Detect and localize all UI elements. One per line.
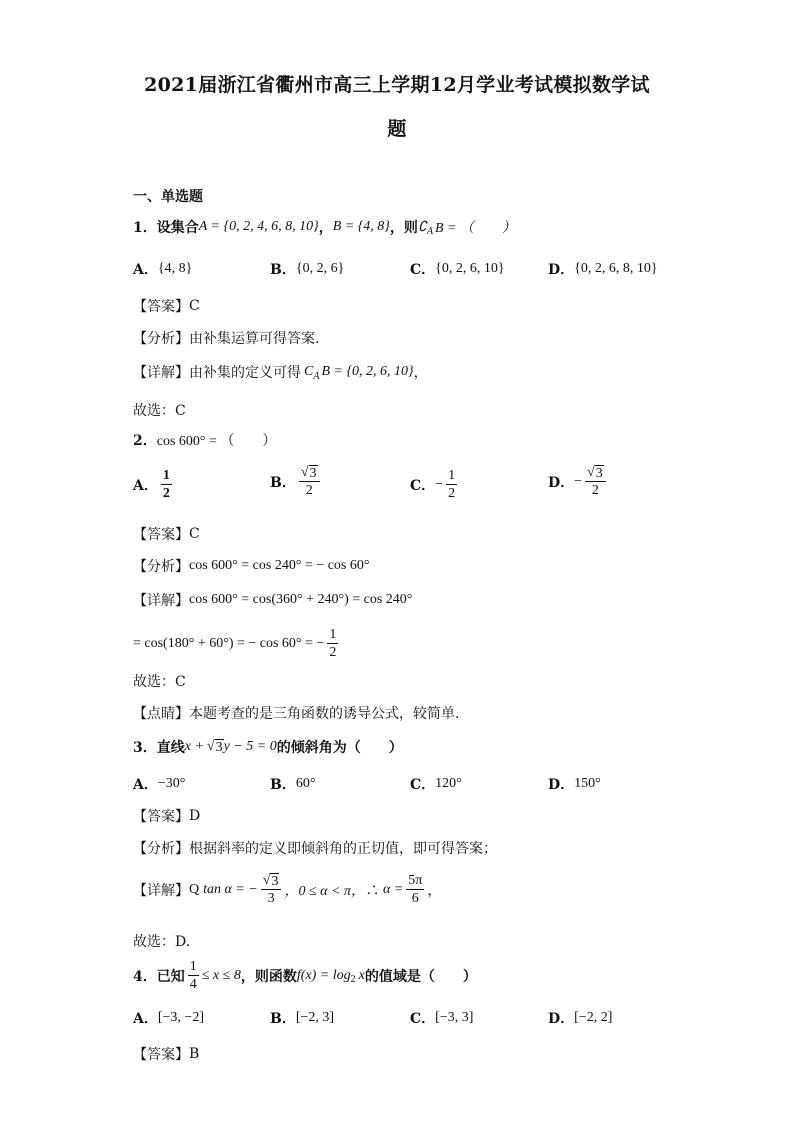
detail-text: 由补集的定义可得	[189, 365, 301, 381]
fraction	[299, 465, 320, 499]
option-label: C．	[410, 477, 436, 494]
q1-stem-text: 1．设集合	[133, 220, 199, 236]
option-label: C．	[410, 777, 436, 793]
q2-answer	[133, 524, 200, 544]
q3-stem-question: 的倾斜角为（ ）	[276, 740, 403, 756]
option-label: B．	[270, 475, 296, 491]
q1-conclusion: 故选：C	[133, 403, 186, 419]
sqrt-icon: √	[300, 465, 309, 480]
q2-detail	[133, 590, 412, 610]
q4-option-d	[548, 1008, 612, 1028]
answer-value: D	[189, 808, 201, 824]
option-value: [−3, 3]	[435, 1010, 474, 1025]
q3-option-b	[270, 774, 315, 794]
q3-option-a	[133, 774, 185, 794]
q4-function-arg: x	[358, 967, 365, 983]
numerator: 1	[329, 627, 337, 642]
denominator: 2	[305, 483, 313, 498]
q1-option-c	[410, 259, 505, 279]
q4-stem-question: 的值域是（ ）	[364, 968, 477, 985]
q1-answer	[133, 296, 200, 316]
q3-x-term: x +	[184, 739, 204, 754]
q2-option-a	[133, 467, 175, 502]
numerator: 1	[189, 959, 197, 974]
denominator: 2	[329, 645, 337, 660]
q4-option-c	[410, 1008, 473, 1028]
option-label: A．	[133, 262, 158, 278]
numerator	[299, 465, 320, 482]
comment-text: 本题考查的是三角函数的诱导公式，较简单.	[189, 706, 460, 722]
option-label: C．	[410, 1011, 436, 1027]
radicand: 3	[309, 466, 317, 481]
option-label: B．	[270, 262, 296, 278]
analysis-text: cos 600° = cos 240° = − cos 60°	[189, 558, 370, 573]
q1-complement-sub: A	[426, 225, 433, 237]
fraction	[188, 958, 199, 993]
q2-option-c	[410, 467, 460, 502]
option-value: 150°	[574, 776, 601, 791]
option-value: [−3, −2]	[157, 1010, 204, 1025]
q3-conclusion: 故选：D.	[133, 934, 191, 950]
fraction	[446, 467, 457, 502]
q3-answer	[133, 806, 200, 826]
option-value: −30°	[157, 776, 186, 791]
q2-option-b	[270, 465, 323, 499]
q1-comma: ，	[318, 220, 333, 236]
detail-text: = cos(180° + 60°) = − cos 60° = −	[133, 635, 325, 651]
detail-set: B = {0, 2, 6, 10}	[321, 364, 414, 379]
option-value: {4, 8}	[157, 261, 193, 276]
sqrt-icon: √	[587, 465, 595, 480]
denominator: 6	[411, 891, 419, 906]
answer-tag: 【答案】	[133, 527, 189, 543]
answer-value: B	[189, 1046, 200, 1062]
q3-stem-text: 3．直线	[133, 740, 185, 756]
option-label: D．	[548, 262, 575, 278]
radicand: 3	[595, 466, 603, 481]
analysis-text: 由补集运算可得答案.	[189, 331, 320, 347]
detail-end: ，	[413, 365, 428, 381]
document-title-line-2: 题	[387, 118, 407, 140]
detail-tan: tan α = −	[203, 881, 258, 897]
q2-detail-continued	[133, 626, 341, 661]
sqrt-icon: √	[206, 739, 215, 754]
numerator	[261, 873, 282, 890]
detail-text: cos 600° = cos(360° + 240°) = cos 240°	[189, 592, 413, 607]
radicand: 3	[271, 873, 279, 889]
q3-analysis	[133, 838, 497, 858]
denominator: 2	[162, 486, 170, 501]
detail-alpha: α =	[382, 881, 404, 897]
q1-then: ，则	[389, 220, 418, 236]
q2-analysis	[133, 556, 369, 576]
analysis-tag: 【分析】	[133, 331, 189, 347]
option-value: 60°	[295, 776, 316, 791]
q4-function: f(x) = log	[296, 967, 351, 983]
numerator: 1	[162, 468, 170, 483]
option-value: [−2, 3]	[295, 1010, 335, 1025]
q1-complement-symbol: ∁	[417, 219, 427, 235]
option-value: {0, 2, 6}	[295, 261, 345, 276]
q2-conclusion: 故选：C	[133, 674, 186, 690]
fraction	[406, 872, 424, 907]
option-label: A．	[133, 1011, 158, 1027]
denominator: 4	[189, 977, 197, 992]
question-4-stem	[133, 958, 477, 993]
denominator: 2	[448, 486, 456, 501]
q3-option-d	[548, 774, 601, 794]
q4-inequality: ≤ x ≤ 8	[201, 967, 241, 983]
detail-q: Q	[189, 881, 200, 897]
q1-option-b	[270, 259, 344, 279]
sqrt-icon: √	[262, 872, 271, 888]
q2-expression: cos 600° = （ ）	[156, 434, 277, 449]
fraction	[327, 626, 338, 661]
q4-log-base: 2	[350, 974, 356, 985]
analysis-tag: 【分析】	[133, 841, 189, 857]
document-title-line-1: 2021届浙江省衢州市高三上学期12月学业考试模拟数学试	[144, 74, 650, 96]
sign: −	[435, 476, 444, 492]
question-3-stem	[133, 737, 403, 757]
option-label: B．	[270, 1011, 296, 1027]
option-label: A．	[133, 777, 158, 793]
q3-equation: y − 5 = 0	[223, 739, 277, 754]
q4-stem-text: 4．已知	[133, 968, 185, 985]
q1-option-a	[133, 259, 192, 279]
option-value: [−2, 2]	[574, 1010, 613, 1025]
q1-detail	[133, 362, 428, 382]
detail-tag: 【详解】	[133, 882, 189, 899]
question-2-stem	[133, 430, 276, 450]
numerator: 5π	[408, 873, 423, 888]
option-label: D．	[548, 475, 575, 491]
answer-tag: 【答案】	[133, 1047, 189, 1063]
q1-complement-b: B = （ ）	[434, 221, 516, 236]
option-value: 120°	[435, 776, 462, 791]
numerator: 1	[448, 468, 456, 483]
q2-option-d	[548, 465, 609, 499]
denominator: 3	[267, 890, 275, 906]
fraction	[161, 467, 172, 502]
q1-option-d	[548, 259, 658, 279]
analysis-text: 根据斜率的定义即倾斜角的正切值，即可得答案；	[189, 841, 497, 857]
answer-value: C	[189, 298, 200, 314]
numerator	[585, 465, 606, 482]
option-value: {0, 2, 6, 10}	[435, 261, 505, 276]
comment-tag: 【点睛】	[133, 706, 189, 722]
answer-tag: 【答案】	[133, 809, 189, 825]
q4-option-a	[133, 1008, 204, 1028]
q2-comment	[133, 703, 459, 723]
option-value: {0, 2, 6, 8, 10}	[574, 261, 658, 276]
sign: −	[574, 474, 583, 489]
detail-complement-sub: A	[313, 370, 320, 382]
q1-set-a: A = {0, 2, 4, 6, 8, 10}	[198, 219, 319, 234]
section-heading: 一、单选题	[133, 189, 203, 205]
fraction	[261, 873, 282, 907]
q3-sqrt	[207, 739, 224, 755]
question-1-stem	[133, 217, 516, 237]
radicand: 3	[215, 740, 223, 755]
detail-end: ，	[427, 882, 442, 899]
q3-option-c	[410, 774, 462, 794]
option-label: D．	[548, 1011, 575, 1027]
option-label: C．	[410, 262, 436, 278]
q4-answer	[133, 1044, 199, 1064]
analysis-tag: 【分析】	[133, 559, 189, 575]
q3-detail	[133, 872, 441, 907]
option-label: D．	[548, 777, 575, 793]
q4-then-function: ，则函数	[240, 968, 297, 985]
answer-value: C	[189, 526, 200, 542]
answer-tag: 【答案】	[133, 299, 189, 315]
detail-complement: C	[304, 364, 314, 379]
detail-tag: 【详解】	[133, 593, 189, 609]
q1-analysis	[133, 328, 319, 348]
denominator: 2	[591, 483, 599, 498]
q2-number: 2．	[133, 433, 157, 449]
q4-option-b	[270, 1008, 334, 1028]
option-label: B．	[270, 777, 296, 793]
detail-range: ，0 ≤ α < π，∴	[284, 883, 379, 899]
detail-tag: 【详解】	[133, 365, 189, 381]
option-label: A．	[133, 477, 158, 494]
q1-set-b: B = {4, 8}	[332, 219, 390, 234]
fraction	[585, 465, 606, 499]
